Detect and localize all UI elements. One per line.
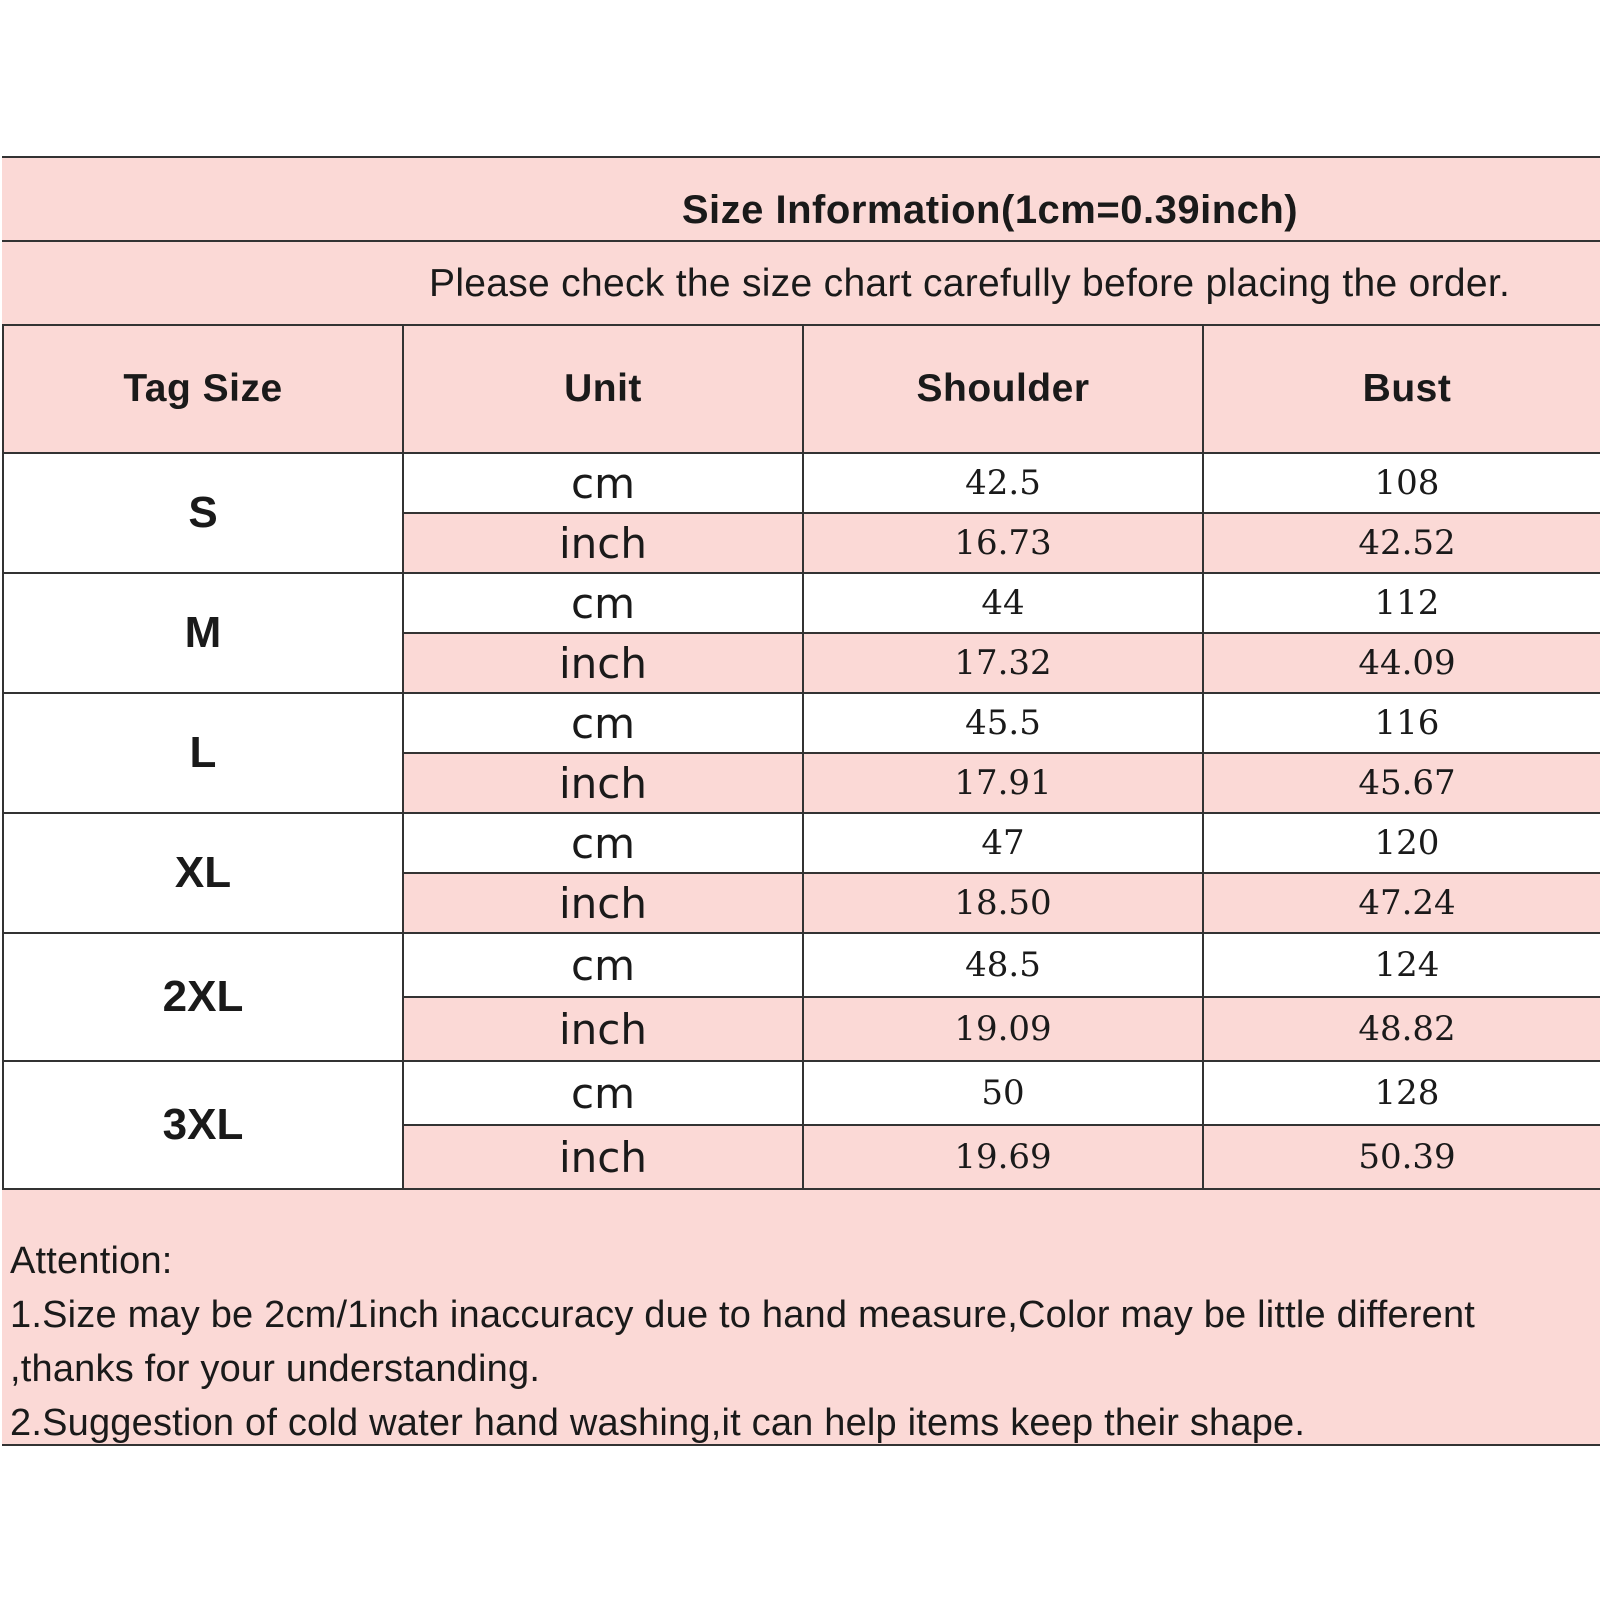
header-row bbox=[3, 325, 1600, 453]
bust-cell: 44.09 bbox=[1203, 633, 1600, 693]
shoulder-cell: 45.5 bbox=[803, 693, 1203, 753]
shoulder-cell: 16.73 bbox=[803, 513, 1203, 573]
shoulder-cell: 19.69 bbox=[803, 1125, 1203, 1189]
tag-size-cell: XL bbox=[3, 813, 403, 933]
order-note: Please check the size chart carefully before placing the order. bbox=[429, 262, 1511, 305]
shoulder-cell: 47 bbox=[803, 813, 1203, 873]
unit-cell: inch bbox=[403, 1125, 803, 1189]
attention-line-2: ,thanks for your understanding. bbox=[10, 1348, 541, 1390]
note-band bbox=[2, 240, 1600, 324]
unit-cell: inch bbox=[403, 513, 803, 573]
table-row bbox=[3, 933, 1600, 997]
unit-cell: inch bbox=[403, 997, 803, 1061]
table-row bbox=[3, 573, 1600, 633]
bust-cell: 47.24 bbox=[1203, 873, 1600, 933]
table-row bbox=[3, 693, 1600, 753]
shoulder-cell: 17.91 bbox=[803, 753, 1203, 813]
header-tag-size: Tag Size bbox=[3, 325, 403, 453]
shoulder-cell: 48.5 bbox=[803, 933, 1203, 997]
shoulder-cell: 44 bbox=[803, 573, 1203, 633]
tag-size-cell: S bbox=[3, 453, 403, 573]
header-shoulder: Shoulder bbox=[803, 325, 1203, 453]
unit-cell: cm bbox=[403, 693, 803, 753]
bust-cell: 42.52 bbox=[1203, 513, 1600, 573]
table-row bbox=[3, 813, 1600, 873]
bust-cell: 45.67 bbox=[1203, 753, 1600, 813]
bust-cell: 48.82 bbox=[1203, 997, 1600, 1061]
unit-cell: cm bbox=[403, 453, 803, 513]
unit-cell: cm bbox=[403, 1061, 803, 1125]
title-band bbox=[2, 156, 1600, 240]
bust-cell: 124 bbox=[1203, 933, 1600, 997]
unit-cell: inch bbox=[403, 873, 803, 933]
tag-size-cell: 2XL bbox=[3, 933, 403, 1061]
bust-cell: 128 bbox=[1203, 1061, 1600, 1125]
unit-cell: cm bbox=[403, 573, 803, 633]
size-table bbox=[2, 324, 1600, 1190]
header-unit: Unit bbox=[403, 325, 803, 453]
attention-line-1: 1.Size may be 2cm/1inch inaccuracy due to hand measure,Color may be little different bbox=[10, 1294, 1476, 1336]
tag-size-cell: M bbox=[3, 573, 403, 693]
unit-cell: cm bbox=[403, 813, 803, 873]
shoulder-cell: 19.09 bbox=[803, 997, 1203, 1061]
shoulder-cell: 17.32 bbox=[803, 633, 1203, 693]
attention-line-3: 2.Suggestion of cold water hand washing,it can help items keep their shape. bbox=[10, 1402, 1306, 1444]
bust-cell: 116 bbox=[1203, 693, 1600, 753]
shoulder-cell: 18.50 bbox=[803, 873, 1203, 933]
attention-heading: Attention: bbox=[10, 1240, 173, 1282]
header-bust: Bust bbox=[1203, 325, 1600, 453]
bust-cell: 120 bbox=[1203, 813, 1600, 873]
tag-size-cell: L bbox=[3, 693, 403, 813]
bust-cell: 112 bbox=[1203, 573, 1600, 633]
attention-band bbox=[2, 1190, 1600, 1446]
shoulder-cell: 42.5 bbox=[803, 453, 1203, 513]
size-chart bbox=[2, 156, 1600, 1446]
unit-cell: inch bbox=[403, 753, 803, 813]
bust-cell: 50.39 bbox=[1203, 1125, 1600, 1189]
bust-cell: 108 bbox=[1203, 453, 1600, 513]
table-row bbox=[3, 1061, 1600, 1125]
unit-cell: inch bbox=[403, 633, 803, 693]
unit-cell: cm bbox=[403, 933, 803, 997]
tag-size-cell: 3XL bbox=[3, 1061, 403, 1189]
shoulder-cell: 50 bbox=[803, 1061, 1203, 1125]
chart-title: Size Information(1cm=0.39inch) bbox=[681, 188, 1299, 232]
table-row bbox=[3, 453, 1600, 513]
